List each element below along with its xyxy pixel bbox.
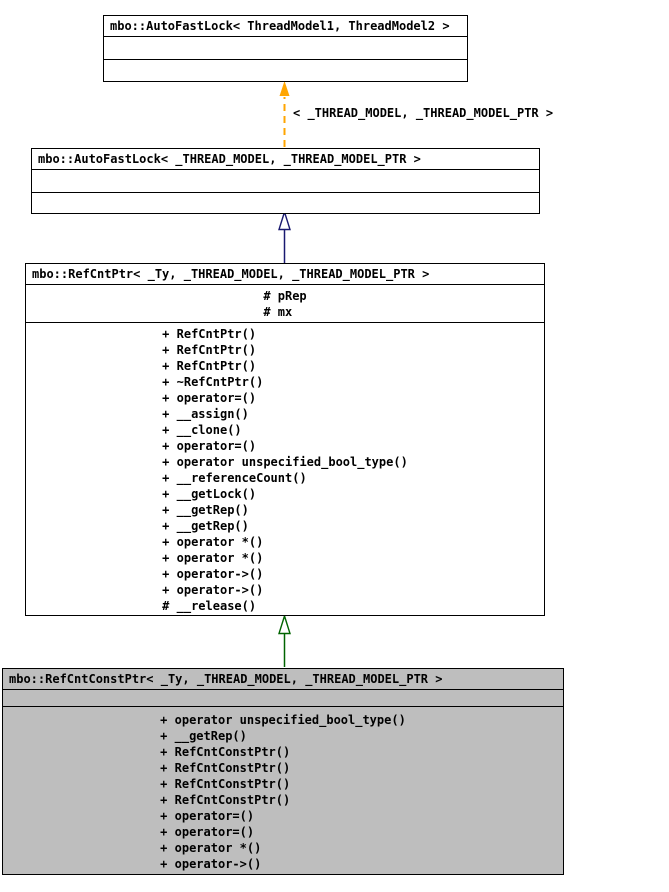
class-node-autofastlock-template[interactable] xyxy=(31,148,540,214)
class-title: mbo::AutoFastLock< _THREAD_MODEL, _THREAD_MODEL_PTR > xyxy=(32,149,539,170)
member-entry: + operator *() xyxy=(160,841,262,855)
member-entry: + ~RefCntPtr() xyxy=(162,375,264,389)
member-entry: + operator=() xyxy=(162,391,257,405)
member-entry: + __getLock() xyxy=(162,487,257,501)
class-node-refcntconstptr[interactable] xyxy=(2,668,564,875)
member-entry: + __getRep() xyxy=(162,503,249,517)
member-entry: + RefCntConstPtr() xyxy=(160,777,291,791)
member-entry: + operator->() xyxy=(162,567,264,581)
member-entry: + operator unspecified_bool_type() xyxy=(162,455,408,469)
member-entry: + operator=() xyxy=(162,439,257,453)
class-title: mbo::AutoFastLock< ThreadModel1, ThreadModel2 > xyxy=(104,16,467,37)
class-methods xyxy=(32,192,539,213)
member-entry: + RefCntConstPtr() xyxy=(160,745,291,759)
member-entry: + RefCntPtr() xyxy=(162,327,257,341)
member-entry: + __getRep() xyxy=(162,519,249,533)
member-entry: # mx xyxy=(263,305,293,319)
member-entry: + operator unspecified_bool_type() xyxy=(160,713,406,727)
template-args-label: < _THREAD_MODEL, _THREAD_MODEL_PTR > xyxy=(293,106,554,120)
class-methods xyxy=(3,706,563,874)
inheritance-edge-refcntconstptr xyxy=(279,616,290,667)
member-entry: + RefCntConstPtr() xyxy=(160,761,291,775)
member-entry: + __referenceCount() xyxy=(162,471,307,485)
inheritance-edge-refcntptr xyxy=(279,212,290,263)
class-methods xyxy=(26,322,544,615)
member-entry: + __getRep() xyxy=(160,729,247,743)
member-entry: + operator=() xyxy=(160,809,255,823)
member-entry: + operator *() xyxy=(162,551,264,565)
member-entry: + RefCntConstPtr() xyxy=(160,793,291,807)
member-entry: + RefCntPtr() xyxy=(162,359,257,373)
member-entry: + operator->() xyxy=(160,857,262,871)
member-entry: # __release() xyxy=(162,599,257,613)
member-entry: + __clone() xyxy=(162,423,242,437)
class-attributes xyxy=(104,37,467,59)
class-attributes xyxy=(3,690,563,706)
class-title: mbo::RefCntConstPtr< _Ty, _THREAD_MODEL, _THREAD_MODEL_PTR > xyxy=(3,669,563,690)
member-entry: + operator=() xyxy=(160,825,255,839)
class-title: mbo::RefCntPtr< _Ty, _THREAD_MODEL, _THREAD_MODEL_PTR > xyxy=(26,264,544,285)
class-node-refcntptr[interactable] xyxy=(25,263,545,616)
class-methods xyxy=(104,59,467,81)
member-entry: # pRep xyxy=(263,289,307,303)
template-instantiation-edge xyxy=(280,81,290,147)
member-entry: + RefCntPtr() xyxy=(162,343,257,357)
member-entry: + operator->() xyxy=(162,583,264,597)
class-attributes xyxy=(32,170,539,192)
class-attributes xyxy=(26,285,544,322)
member-entry: + operator *() xyxy=(162,535,264,549)
class-node-autofastlock-concrete[interactable] xyxy=(103,15,468,82)
member-entry: + __assign() xyxy=(162,407,249,421)
